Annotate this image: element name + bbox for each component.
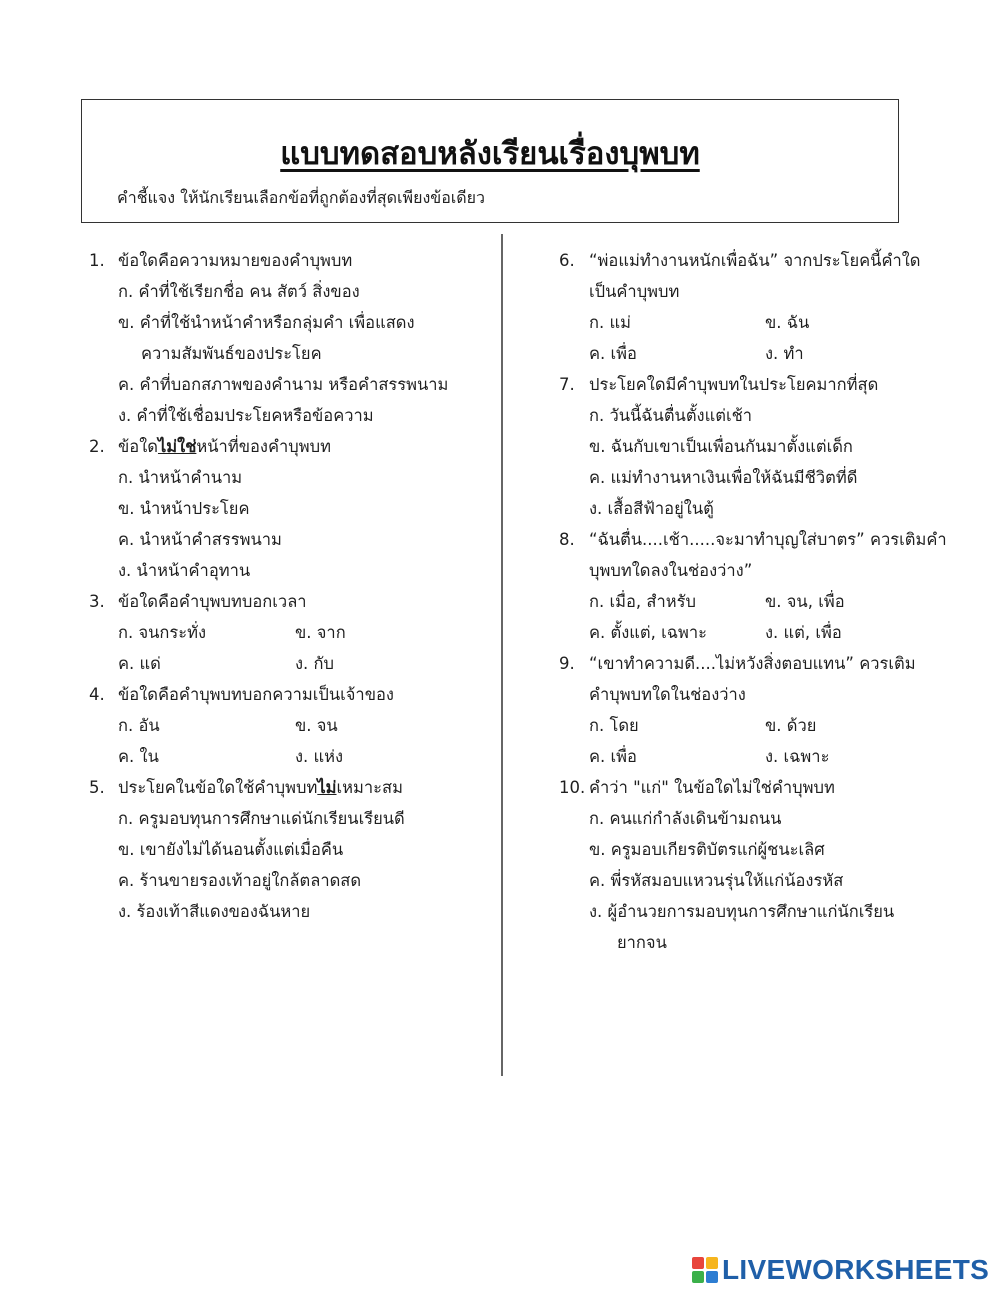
logo-squares-icon	[692, 1257, 718, 1283]
answer-option[interactable]: ข. จน, เพื่อ	[765, 592, 845, 611]
answer-option-continued: ยากจน	[617, 933, 667, 952]
answer-option[interactable]: ง. เสื้อสีฟ้าอยู่ในตู้	[589, 499, 714, 518]
answer-option[interactable]: ง. ผู้อำนวยการมอบทุนการศึกษาแก่นักเรียน	[589, 902, 895, 921]
question-text-continued: คำบุพบทใดในช่องว่าง	[589, 685, 746, 704]
answer-option[interactable]: ง. ร้องเท้าสีแดงของฉันหาย	[118, 902, 311, 921]
emphasis-keyword: ไม่	[317, 778, 337, 797]
question-number: 6.	[559, 251, 575, 270]
question-text: ประโยคในข้อใดใช้คำบุพบทไม่เหมาะสม	[118, 778, 403, 797]
answer-option[interactable]: ก. แม่	[589, 313, 631, 332]
answer-option[interactable]: ค. แด่	[118, 654, 161, 673]
answer-option[interactable]: ข. นำหน้าประโยค	[118, 499, 250, 518]
answer-option[interactable]: ค. คำที่บอกสภาพของคำนาม หรือคำสรรพนาม	[118, 375, 449, 394]
answer-option[interactable]: ค. ร้านขายรองเท้าอยู่ใกล้ตลาดสด	[118, 871, 362, 890]
emphasis-keyword: ไม่ใช่	[157, 437, 197, 456]
question-text: ข้อใดคือคำบุพบทบอกเวลา	[118, 592, 307, 611]
answer-option[interactable]: ค. เพื่อ	[589, 344, 637, 363]
question-text: ข้อใดไม่ใช่หน้าที่ของคำบุพบท	[118, 437, 331, 456]
answer-option[interactable]: ก. อัน	[118, 716, 160, 735]
answer-option[interactable]: ง. กับ	[295, 654, 335, 673]
answer-option[interactable]: ก. โดย	[589, 716, 639, 735]
answer-option[interactable]: ค. พี่รหัสมอบแหวนรุ่นให้แก่น้องรหัส	[589, 871, 844, 890]
answer-option[interactable]: ค. ใน	[118, 747, 159, 766]
question-number: 7.	[559, 375, 575, 394]
answer-option[interactable]: ข. ฉันกับเขาเป็นเพื่อนกันมาตั้งแต่เด็ก	[589, 437, 853, 456]
question-number: 2.	[89, 437, 105, 456]
answer-option[interactable]: ก. คำที่ใช้เรียกชื่อ คน สัตว์ สิ่งของ	[118, 282, 360, 301]
question-text: ข้อใดคือความหมายของคำบุพบท	[118, 251, 353, 270]
answer-option[interactable]: ง. แห่ง	[295, 747, 344, 766]
answer-option[interactable]: ก. คนแก่กำลังเดินข้ามถนน	[589, 809, 782, 828]
answer-option[interactable]: ก. วันนี้ฉันตื่นตั้งแต่เช้า	[589, 406, 753, 425]
answer-option[interactable]: ข. ด้วย	[765, 716, 817, 735]
answer-option[interactable]: ข. ฉัน	[765, 313, 810, 332]
question-number: 5.	[89, 778, 105, 797]
answer-option[interactable]: ข. ครูมอบเกียรติบัตรแก่ผู้ชนะเลิศ	[589, 840, 825, 859]
answer-option[interactable]: ข. จาก	[295, 623, 346, 642]
answer-option[interactable]: ง. คำที่ใช้เชื่อมประโยคหรือข้อความ	[118, 406, 374, 425]
answer-option[interactable]: ข. เขายังไม่ได้นอนตั้งแต่เมื่อคืน	[118, 840, 344, 859]
answer-option[interactable]: ค. ตั้งแต่, เฉพาะ	[589, 623, 708, 642]
question-number: 10.	[559, 778, 586, 797]
question-text-continued: บุพบทใดลงในช่องว่าง”	[589, 561, 753, 580]
answer-option[interactable]: ก. เมื่อ, สำหรับ	[589, 592, 696, 611]
question-text: ข้อใดคือคำบุพบทบอกความเป็นเจ้าของ	[118, 685, 394, 704]
answer-option[interactable]: ง. เฉพาะ	[765, 747, 830, 766]
question-number: 8.	[559, 530, 575, 549]
header-box	[81, 99, 899, 223]
question-text-continued: เป็นคำบุพบท	[589, 282, 680, 301]
question-number: 3.	[89, 592, 105, 611]
liveworksheets-logo[interactable]	[692, 1255, 989, 1285]
answer-option-continued: ความสัมพันธ์ของประโยค	[141, 344, 322, 363]
instruction-text: คำชี้แจง ให้นักเรียนเลือกข้อที่ถูกต้องที่สุดเพียงข้อเดียว	[117, 188, 486, 207]
question-text: ประโยคใดมีคำบุพบทในประโยคมากที่สุด	[589, 375, 879, 394]
question-text: “ฉันตื่น....เช้า.....จะมาทำบุญใส่บาตร” ควรเติมคำ	[589, 530, 947, 549]
answer-option[interactable]: ก. จนกระทั่ง	[118, 623, 207, 642]
worksheet-title: แบบทดสอบหลังเรียนเรื่องบุพบท	[280, 136, 700, 172]
question-number: 4.	[89, 685, 105, 704]
answer-option[interactable]: ง. นำหน้าคำอุทาน	[118, 561, 251, 580]
column-divider	[501, 234, 503, 1076]
answer-option[interactable]: ง. แต่, เพื่อ	[765, 623, 842, 642]
answer-option[interactable]: ค. นำหน้าคำสรรพนาม	[118, 530, 282, 549]
question-number: 9.	[559, 654, 575, 673]
question-text: “เขาทำความดี....ไม่หวังสิ่งตอบแทน” ควรเติม	[589, 654, 916, 673]
logo-text: LIVEWORKSHEETS	[722, 1254, 990, 1285]
answer-option[interactable]: ง. ทำ	[765, 344, 804, 363]
question-number: 1.	[89, 251, 105, 270]
question-text: “พ่อแม่ทำงานหนักเพื่อฉัน” จากประโยคนี้คำใด	[589, 251, 921, 270]
answer-option[interactable]: ค. แม่ทำงานหาเงินเพื่อให้ฉันมีชีวิตที่ดี	[589, 468, 858, 487]
answer-option[interactable]: ข. จน	[295, 716, 338, 735]
answer-option[interactable]: ข. คำที่ใช้นำหน้าคำหรือกลุ่มคำ เพื่อแสดง	[118, 313, 415, 332]
answer-option[interactable]: ค. เพื่อ	[589, 747, 637, 766]
question-text: คำว่า "แก่" ในข้อใดไม่ใช่คำบุพบท	[589, 778, 835, 797]
answer-option[interactable]: ก. ครูมอบทุนการศึกษาแด่นักเรียนเรียนดี	[118, 809, 405, 828]
answer-option[interactable]: ก. นำหน้าคำนาม	[118, 468, 243, 487]
